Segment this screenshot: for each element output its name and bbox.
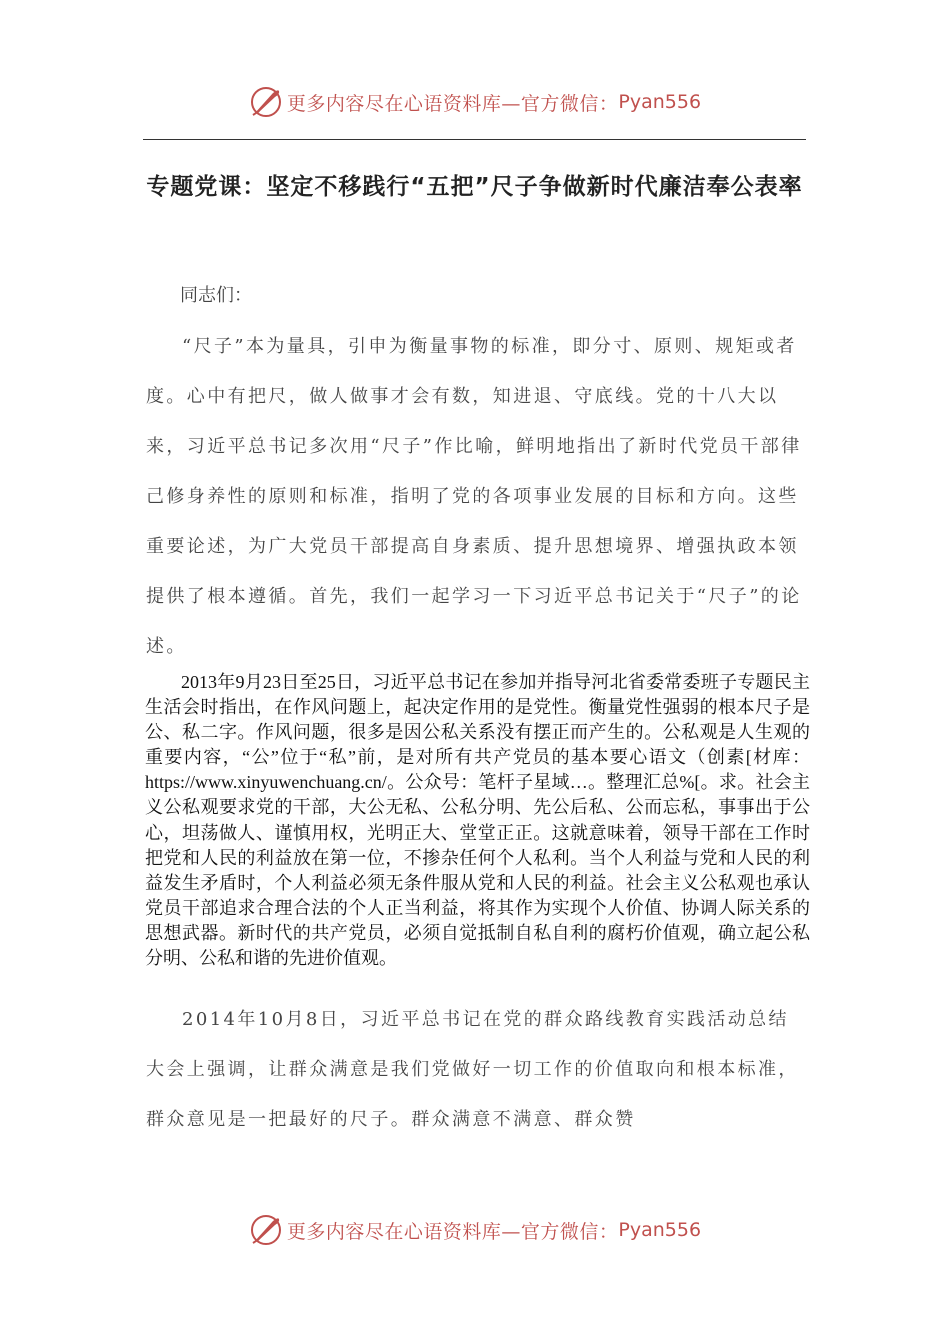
paragraph-2014: 2014年10月8日，习近平总书记在党的群众路线教育实践活动总结大会上强调，让群众满意是我们党做好一切工作的价值取向和根本标准，群众意见是一把最好的尺子。群众满意不满意、群众赞 [146, 1009, 799, 1130]
banner-text: 更多内容尽在心语资料库—官方微信： [286, 1220, 619, 1243]
quill-pen-logo-icon [249, 1213, 283, 1247]
document-title: 专题党课：坚定不移践行“五把”尺子争做新时代廉洁奉公表率 [146, 174, 803, 200]
salutation: 同志们： [180, 285, 252, 306]
banner-contact: Pyan556 [618, 1219, 702, 1241]
banner-contact: Pyan556 [618, 91, 702, 113]
header-banner [0, 82, 950, 122]
quill-pen-logo-icon [249, 85, 283, 119]
header-divider [143, 139, 806, 140]
banner-text: 更多内容尽在心语资料库—官方微信： [286, 92, 619, 115]
paragraph-intro: “尺子”本为量具，引申为衡量事物的标准，即分寸、原则、规矩或者度。心中有把尺，做人做事才会有数，知进退、守底线。党的十八大以来，习近平总书记多次用“尺子”作比喻，鲜明地指出了新时代党员干部律己修身养性的原则和标准，指明了党的各项事业发展的目标和方向。这些重要论述，为广大党员干部提高自身素质、提升思想境界、增强执政本领提供了根本遵循。首先，我们一起学习一下习近平总书记关于“尺子”的论述。 [146, 336, 802, 657]
paragraph-2013: 2013年9月23日至25日，习近平总书记在参加并指导河北省委常委班子专题民主生活会时指出，在作风问题上，起决定作用的是党性。衡量党性强弱的根本尺子是公、私二字。作风问题，很多是因公私关系没有摆正而产生的。公私观是人生观的重要内容，“公”位于“私”前，是对所有共产党员的基本要心语文（创素[材库：https://www.xinyuwenchuang.cn/。公众号：笔杆子星域…。整理汇总%[。求。社会主义公私观要求党的干部，大公无私、公私分明、先公后私、公而忘私，事事出于公心，坦荡做人、谨慎用权，光明正大、堂堂正正。这就意味着，领导干部在工作时把党和人民的利益放在第一位，不掺杂任何个人私利。当个人利益与党和人民的利益发生矛盾时，个人利益必须无条件服从党和人民的利益。社会主义公私观也承认党员干部追求合理合法的个人正当利益，将其作为实现个人价值、协调人际关系的思想武器。新时代的共产党员，必须自觉抵制自私自利的腐朽价值观，确立起公私分明、公私和谐的先进价值观。 [145, 672, 810, 969]
footer-banner [0, 1210, 950, 1250]
